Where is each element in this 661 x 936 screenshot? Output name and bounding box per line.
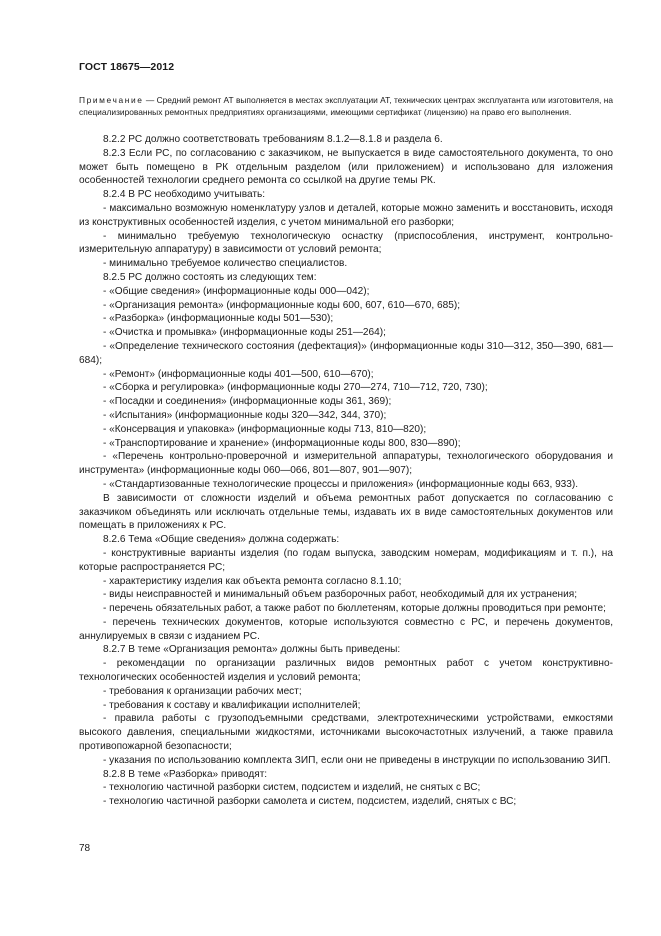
paragraph: - перечень обязательных работ, а также работ по бюллетеням, которые должны проводиться при ремонте;: [103, 603, 606, 615]
paragraph: - «Испытания» (информационные коды 320—342, 344, 370);: [103, 409, 387, 421]
paragraph: - перечень технических документов, которые используются совместно с РС, и перечень документов, аннулируемых в связи с изданием РС.: [79, 616, 613, 642]
paragraph: - «Перечень контрольно-проверочной и измерительной аппаратуры, технологического оборудования и инструмента» (информационные коды 060—066, 801—807, 901—907);: [79, 451, 613, 477]
note-block: [79, 94, 613, 118]
paragraph: 8.2.4 В РС необходимо учитывать:: [103, 189, 266, 201]
paragraph: - «Сборка и регулировка» (информационные коды 270—274, 710—712, 720, 730);: [103, 382, 488, 394]
paragraph: - требования к составу и квалификации исполнителей;: [103, 699, 361, 711]
paragraph: - виды неисправностей и минимальный объем разборочных работ, необходимый для их устранения;: [103, 589, 578, 601]
paragraph: - «Общие сведения» (информационные коды 000—042);: [103, 285, 370, 297]
paragraph: - характеристику изделия как объекта ремонта согласно 8.1.10;: [103, 575, 402, 587]
body-text: [79, 133, 613, 809]
paragraph: 8.2.2 РС должно соответствовать требованиям 8.1.2—8.1.8 и раздела 6.: [103, 134, 443, 145]
paragraph: - «Организация ремонта» (информационные коды 600, 607, 610—670, 685);: [103, 299, 461, 311]
paragraph: 8.2.3 Если РС, по согласованию с заказчиком, не выпускается в виде самостоятельного документа, то оно может быть помещено в РК отдельным разделом (или приложением) и использовано для изложения особенностей технологии среднего ремонта со ссылкой на другие темы РК.: [79, 147, 613, 187]
paragraph: - технологию частичной разборки самолета и систем, подсистем, изделий, снятых с ВС;: [103, 796, 517, 808]
paragraph: - «Определение технического состояния (дефектация)» (информационные коды 310—312, 350—390, 681—684);: [79, 340, 613, 366]
note-label: Примечание: [79, 95, 144, 105]
paragraph: - требования к организации рабочих мест;: [103, 685, 302, 697]
paragraph: - рекомендации по организации различных видов ремонтных работ с учетом конструктивно-технологических особенностей изделия и условий ремонта;: [79, 658, 613, 684]
paragraph: - минимально требуемое количество специалистов.: [103, 258, 348, 270]
paragraph: 8.2.8 В теме «Разборка» приводят:: [103, 768, 268, 780]
paragraph: - указания по использованию комплекта ЗИП, если они не приведены в инструкции по использованию ЗИП.: [103, 754, 611, 766]
paragraph: - «Стандартизованные технологические процессы и приложения» (информационные коды 663, 933).: [103, 478, 579, 490]
paragraph: - правила работы с грузоподъемными средствами, электротехническими устройствами, емкостями высокого давления, специальными жидкостями, источниками высокочастотных излучений, а также правила противопожарной безопасности;: [79, 713, 613, 753]
paragraph: 8.2.5 РС должно состоять из следующих тем:: [103, 271, 317, 283]
document-header: ГОСТ 18675—2012: [79, 61, 175, 73]
paragraph: - «Посадки и соединения» (информационные коды 361, 369);: [103, 396, 392, 408]
paragraph: 8.2.7 В теме «Организация ремонта» должны быть приведены:: [103, 644, 401, 656]
paragraph: - «Ремонт» (информационные коды 401—500, 610—670);: [103, 368, 374, 380]
paragraph: - максимально возможную номенклатуру узлов и деталей, которые можно заменить и восстановить, исходя из конструктивных особенностей изделия, с учетом минимальной его разборки;: [79, 202, 613, 228]
paragraph: - конструктивные варианты изделия (по годам выпуска, заводским номерам, модификациям и т. п.), на которые распространяется РС;: [79, 547, 613, 573]
paragraph: - «Консервация и упаковка» (информационные коды 713, 810—820);: [103, 423, 427, 435]
paragraph: - технологию частичной разборки систем, подсистем и изделий, не снятых с ВС;: [103, 782, 481, 794]
note-text: — Средний ремонт АТ выполняется в местах эксплуатации АТ, технических центрах эксплуатанта или изготовителя, на специализированных ремонтных предприятиях организациями, имеющими сертификат (лицензию) на право его выполнения.: [79, 95, 613, 117]
paragraph: 8.2.6 Тема «Общие сведения» должна содержать:: [103, 534, 340, 546]
paragraph: - минимально требуемую технологическую оснастку (приспособления, инструмент, контрольно-измерительную аппаратуру) в зависимости от условий ремонта;: [79, 230, 613, 256]
paragraph: В зависимости от сложности изделий и объема ремонтных работ допускается по согласованию с заказчиком объединять или исключать отдельные темы, издавать их в виде самостоятельных документов или помещать в приложениях к РС.: [79, 492, 613, 532]
page-number: 78: [79, 843, 91, 854]
paragraph: - «Транспортирование и хранение» (информационные коды 800, 830—890);: [103, 437, 461, 449]
paragraph: - «Разборка» (информационные коды 501—530);: [103, 313, 334, 325]
paragraph: - «Очистка и промывка» (информационные коды 251—264);: [103, 327, 386, 339]
